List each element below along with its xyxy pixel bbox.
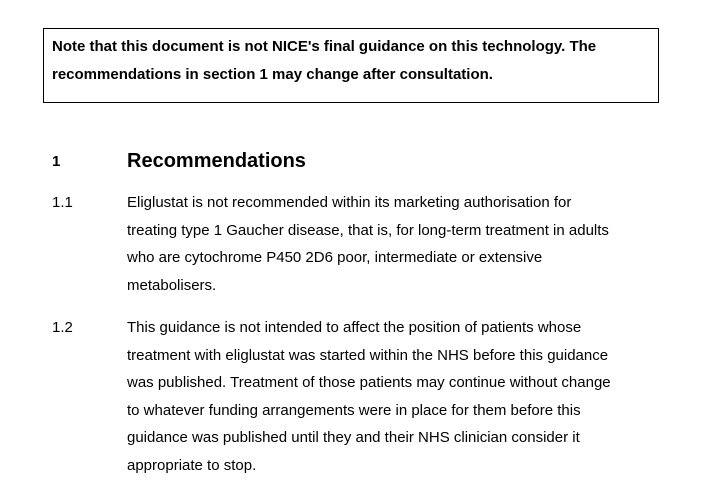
rec-1-1-line: Eliglustat is not recommended within its marketing authorisation for: [127, 194, 572, 211]
recommendation-number-1-2: 1.2: [52, 319, 73, 336]
recommendation-text-1-1: [127, 189, 657, 299]
notice-line-1: Note that this document is not NICE's final guidance on this technology. The: [52, 38, 597, 55]
rec-1-2-line: guidance was published until they and their NHS clinician consider it: [127, 429, 580, 446]
notice-line-2: recommendations in section 1 may change after consultation.: [52, 66, 493, 83]
rec-1-2-line: treatment with eliglustat was started within the NHS before this guidance: [127, 346, 609, 364]
rec-1-1-line: treating type 1 Gaucher disease, that is, for long-term treatment in adults: [127, 221, 609, 239]
section-number: 1: [52, 153, 61, 170]
recommendation-text-1-2: [127, 314, 657, 479]
rec-1-1-line: metabolisers.: [127, 276, 217, 294]
section-title: Recommendations: [127, 150, 306, 172]
rec-1-1-line: who are cytochrome P450 2D6 poor, intermediate or extensive: [127, 249, 543, 266]
rec-1-2-line: appropriate to stop.: [127, 456, 257, 474]
consultation-notice-text: [52, 33, 650, 89]
recommendation-number-1-1: 1.1: [52, 194, 73, 211]
rec-1-2-line: was published. Treatment of those patients may continue without change: [127, 374, 611, 391]
consultation-notice-box: [43, 28, 659, 103]
rec-1-2-line: to whatever funding arrangements were in place for them before this: [127, 401, 581, 419]
rec-1-2-line: This guidance is not intended to affect the position of patients whose: [127, 319, 582, 336]
